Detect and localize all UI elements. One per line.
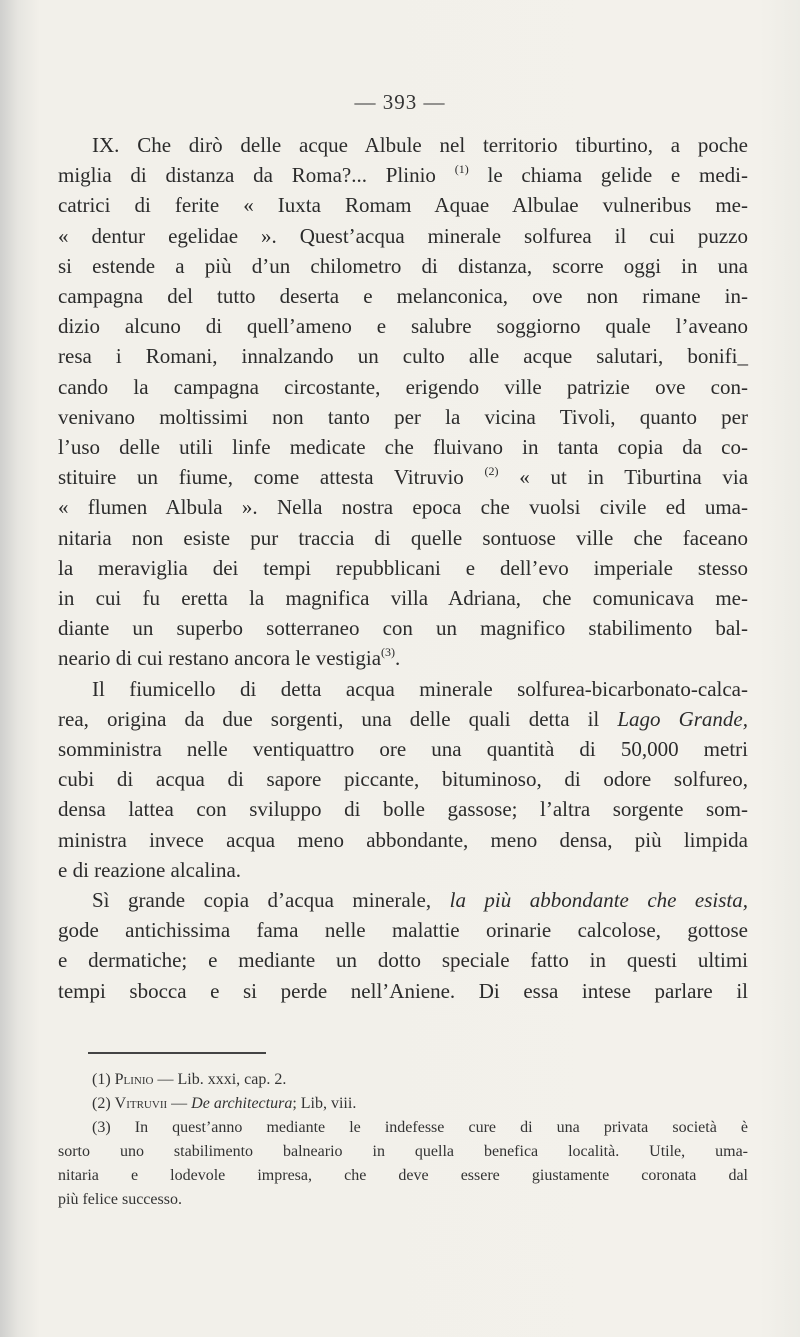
text-line: gode antichissima fama nelle malattie orinarie calcolose, gottose: [58, 918, 748, 943]
text-line: si estende a più d’un chilometro di distanza, scorre oggi in una: [58, 253, 748, 278]
text-span: miglia di distanza da Roma?... Plinio: [58, 163, 436, 188]
text-line: [58, 643, 748, 673]
text-line: campagna del tutto deserta e melanconica, ove non rimane in-: [58, 284, 748, 309]
text-line: diante un superbo sotterraneo con un magnifico stabilimento bal-: [58, 616, 748, 641]
footnote-ref: (1): [454, 162, 469, 177]
text-line: [58, 462, 748, 492]
text-line: cando la campagna circostante, erigendo ville patrizie ove con-: [58, 374, 748, 399]
text-line: « flumen Albula ». Nella nostra epoca che vuolsi civile ed uma-: [58, 495, 748, 520]
footnote-title: De architectura: [191, 1095, 293, 1112]
footnote-author: Vitruvii: [114, 1095, 168, 1112]
text-line: venivano moltissimi non tanto per la vicina Tivoli, quanto per: [58, 404, 748, 429]
text-line: tempi sbocca e si perde nell’Aniene. Di essa intese parlare il: [58, 978, 748, 1003]
footnote-3-line: sorto uno stabilimento balneario in quella benefica località. Utile, uma-: [58, 1143, 748, 1160]
text-line: la meraviglia dei tempi repubblicani e dell’evo imperiale stesso: [58, 555, 748, 580]
footnotes: [58, 1068, 748, 1212]
text-span: neario di cui restano ancora le vestigia: [58, 646, 382, 671]
text-line: [58, 885, 748, 915]
text-line: catrici di ferite « Iuxta Romam Aquae Albulae vulneribus me-: [58, 193, 748, 218]
text-span: le chiama gelide e medi-: [487, 163, 748, 188]
text-line: e dermatiche; e mediante un dotto speciale fatto in questi ultimi: [58, 948, 748, 973]
text-span: .: [395, 646, 401, 671]
text-line: resa i Romani, innalzando un culto alle acque salutari, bonifi_: [58, 344, 748, 369]
footnote-3: (3) In quest’anno mediante le indefesse cure di una privata società è: [92, 1119, 748, 1136]
page-number: — 393 —: [354, 90, 446, 114]
text-span: Sì grande copia d’acqua minerale,: [92, 888, 432, 913]
text-line: ministra invece acqua meno abbondante, meno densa, più limpida: [58, 827, 748, 852]
text-line: « dentur egelidae ». Quest’acqua minerale solfurea il cui puzzo: [58, 223, 748, 248]
text-span: rea, origina da due sorgenti, una delle quali detta il: [58, 706, 600, 731]
text-span: « ut in Tiburtina via: [519, 465, 749, 490]
text-line: in cui fu eretta la magnifica villa Adriana, che comunicava me-: [58, 586, 748, 611]
text-span: stituire un fiume, come attesta Vitruvio: [58, 465, 464, 490]
text-line: dizio alcuno di quell’ameno e salubre soggiorno quale l’aveano: [58, 314, 748, 339]
text-line: IX. Che dirò delle acque Albule nel territorio tiburtino, a poche: [92, 133, 748, 157]
text-line: [58, 160, 748, 190]
text-line: Il fiumicello di detta acqua minerale solfurea-bicarbonato-calca-: [92, 676, 748, 701]
text-line: somministra nelle ventiquattro ore una quantità di 50,000 metri: [58, 737, 748, 762]
text-line: e di reazione alcalina.: [58, 857, 242, 882]
footnote-1: [58, 1068, 748, 1092]
footnote-text: — Lib. xxxi, cap. 2.: [157, 1071, 287, 1088]
text-line: densa lattea con sviluppo di bolle gassose; l’altra sorgente som-: [58, 797, 748, 822]
italic-text: la più abbondante che esista,: [449, 888, 748, 913]
footnote-text: ; Lib, viii.: [292, 1095, 357, 1112]
text-line: cubi di acqua di sapore piccante, bituminoso, di odore solfureo,: [58, 767, 748, 792]
footnote-3-line: più felice successo.: [58, 1191, 182, 1208]
main-text: [58, 130, 748, 1006]
footnote-ref: (2): [484, 464, 499, 479]
text-line: l’uso delle utili linfe medicate che fluivano in tanta copia da co-: [58, 435, 748, 460]
footnote-divider: [88, 1052, 266, 1054]
footnote-3-line: nitaria e lodevole impresa, che deve essere giustamente coronata dal: [58, 1167, 748, 1184]
footnote-number: (2): [92, 1095, 111, 1112]
italic-text: Lago Grande,: [617, 706, 749, 731]
text-line: [58, 704, 748, 734]
footnote-2: [58, 1092, 748, 1116]
footnote-ref: (3): [381, 645, 396, 660]
footnote-text: —: [171, 1095, 188, 1112]
footnote-author: Plinio: [114, 1071, 154, 1088]
text-line: nitaria non esiste pur traccia di quelle sontuose ville che faceano: [58, 525, 748, 550]
footnote-number: (1): [92, 1071, 111, 1088]
